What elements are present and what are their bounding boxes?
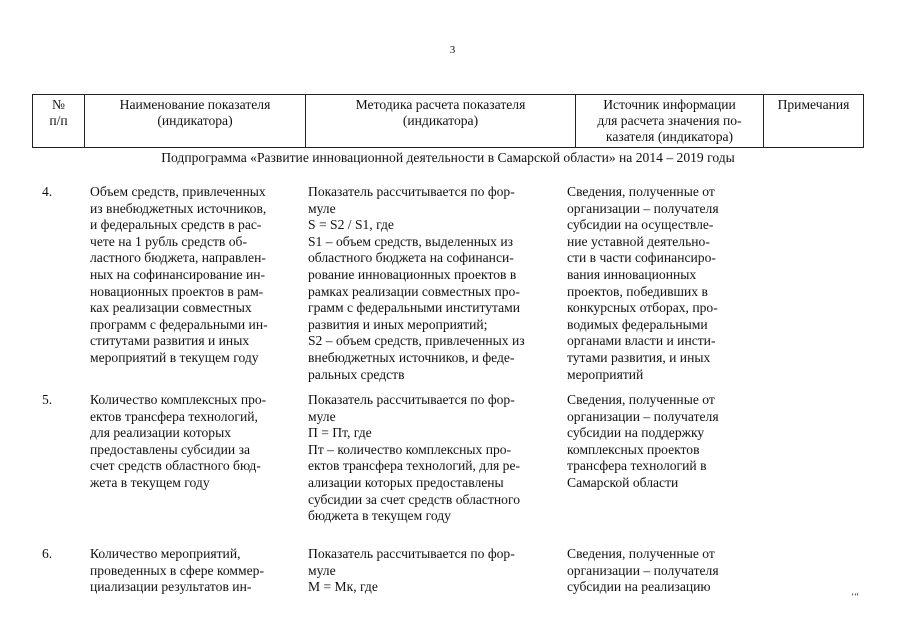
info-source: Сведения, полученные от организации – получателя субсидии на осуществле- ние уставной деятельно- сти в части софинансиро- вания инновационных проектов, победивших в конкурсных отборах, про- водимых федеральными органами власти и инсти- тутами развития, и иных мероприятий [567,184,719,382]
scan-mark-icon: ‘“ [851,592,859,603]
indicator-name: Объем средств, привлеченных из внебюджетных источников, и федеральных средств в рас- чете на 1 рубль средств об- ластного бюджета, направлен- ных на софинансирование ин- новационных проектов в рам- ках реализации совместных программ с федеральными ин- ститутами развития и иных мероприятий в текущем году [90,184,268,365]
header-col-notes: Примечания [777,97,850,112]
header-col-number: № п/п [33,95,85,147]
table-header [32,94,864,148]
info-source: Сведения, полученные от организации – получателя субсидии на поддержку комплексных проектов трансфера технологий в Самарской области [567,392,719,490]
row-number: 4. [42,184,53,199]
row-number: 5. [42,392,53,407]
page-number: 3 [449,44,456,56]
calc-method: Показатель рассчитывается по фор- муле П = Пт, где Пт – количество комплексных про- ектов трансфера технологий, для ре- ализации которых предоставлены субсидии за счет средств областного бюджета в текущем году [308,392,521,524]
header-col-source: Источник информации для расчета значения по- казателя (индикатора) [576,95,764,147]
info-source: Сведения, полученные от организации – получателя субсидии на реализацию [567,546,719,595]
row-number: 6. [42,546,53,561]
indicator-name: Количество комплексных про- ектов трансфера технологий, для реализации которых предоставлены субсидии за счет средств областного бюд- жета в текущем году [90,392,267,490]
calc-method: Показатель рассчитывается по фор- муле S = S2 / S1, где S1 – объем средств, выделенных из областного бюджета на софинанси- рование инновационных проектов в рамках реализации совместных про- грамм с федеральными институтами развития и иных мероприятий; S2 – объем средств, привлеченных из внебюджетных источников, и феде- ральных средств [308,184,525,382]
subprogram-title: Подпрограмма «Развитие инновационной деятельности в Самарской области» на 2014 – 2019 годы [161,150,735,165]
calc-method: Показатель рассчитывается по фор- муле М = Мк, где [308,546,515,595]
indicator-name: Количество мероприятий, проведенных в сфере коммер- циализации результатов ин- [90,546,264,595]
header-col-name: Наименование показателя (индикатора) [85,95,306,147]
header-col-method: Методика расчета показателя (индикатора) [306,95,576,147]
